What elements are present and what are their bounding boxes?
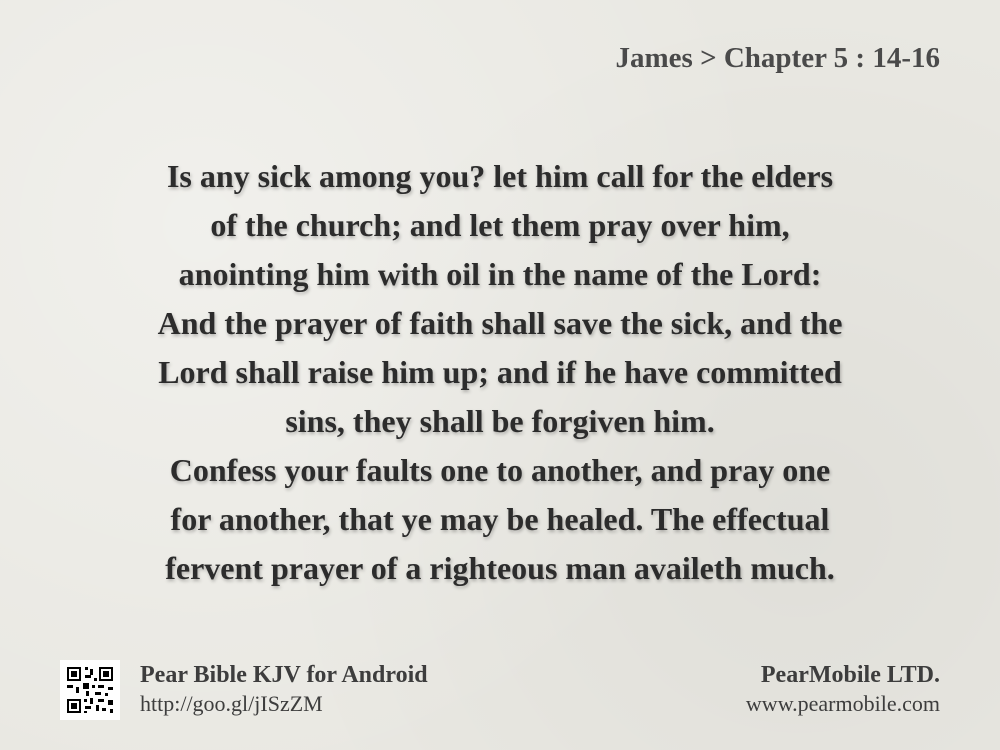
app-link[interactable]: http://goo.gl/jISzZM — [140, 691, 323, 716]
qr-code-icon[interactable] — [60, 660, 120, 720]
verse-line: for another, that ye may be healed. The effectual — [170, 501, 830, 537]
app-name: Pear Bible KJV for Android — [140, 662, 428, 688]
qr-code-graphic — [60, 660, 120, 720]
verse-line: fervent prayer of a righteous man availeth much. — [165, 550, 835, 586]
verse-reference: James > Chapter 5 : 14-16 — [615, 42, 940, 74]
company-name: PearMobile LTD. — [760, 662, 940, 688]
verse-text — [60, 152, 940, 593]
verse-line: of the church; and let them pray over him, — [210, 207, 790, 243]
company-info — [746, 660, 940, 718]
verse-line: Lord shall raise him up; and if he have committed — [158, 354, 842, 390]
verse-line: anointing him with oil in the name of the Lord: — [178, 256, 822, 292]
verse-line: Is any sick among you? let him call for the elders — [166, 158, 834, 194]
verse-line: And the prayer of faith shall save the sick, and the — [157, 305, 843, 341]
company-site-link[interactable]: www.pearmobile.com — [745, 691, 940, 716]
verse-line: sins, they shall be forgiven him. — [285, 403, 715, 439]
verse-line: Confess your faults one to another, and pray one — [169, 452, 831, 488]
app-info — [140, 660, 428, 718]
